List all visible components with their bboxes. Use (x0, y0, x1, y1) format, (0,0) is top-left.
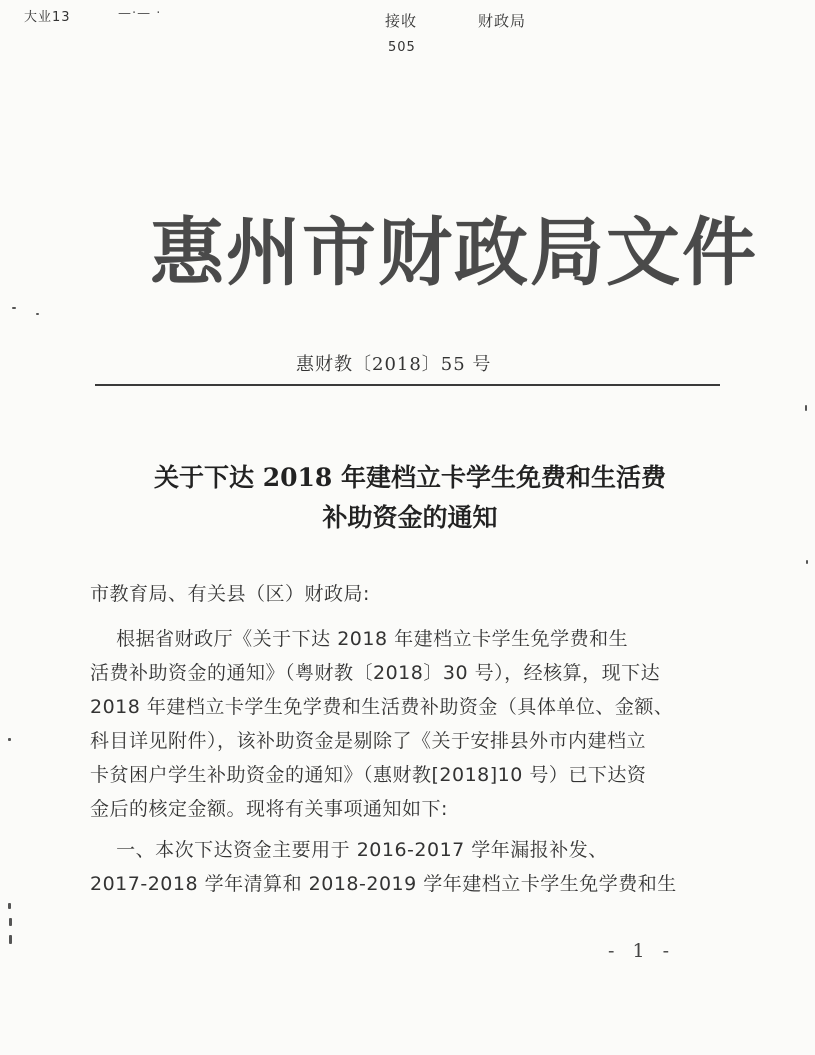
scan-speck (8, 738, 11, 741)
handwritten-number-note: 505 (388, 40, 416, 55)
handwritten-dashes: —·— · (118, 6, 162, 21)
handwritten-received-note: 接收 (385, 12, 418, 30)
body-line: 卡贫困户学生补助资金的通知》（惠财教[2018]10 号）已下达资 (90, 764, 647, 786)
notice-title-line-2: 补助资金的通知 (322, 503, 498, 532)
handwritten-department-note: 财政局 (478, 12, 527, 30)
body-line: 一、本次下达资金主要用于 2016-2017 学年漏报补发、 (90, 839, 608, 861)
body-line: 根据省财政厅《关于下达 2018 年建档立卡学生免学费和生 (90, 628, 629, 650)
masthead-title: 惠州市财政局文件 (150, 210, 758, 296)
notice-title (90, 458, 730, 538)
binding-mark (9, 918, 12, 926)
body-line: 金后的核定金额。现将有关事项通知如下: (90, 798, 448, 820)
scan-speck (805, 405, 807, 411)
scan-speck (806, 560, 808, 564)
body-line: 2018 年建档立卡学生免学费和生活费补助资金（具体单位、金额、 (90, 696, 674, 718)
page-number: - 1 - (608, 940, 676, 962)
addressee: 市教育局、有关县（区）财政局: (90, 583, 370, 605)
body-line: 活费补助资金的通知》（粤财教〔2018〕30 号），经核算，现下达 (90, 662, 661, 684)
notice-title-line-1: 关于下达 2018 年建档立卡学生免费和生活费 (154, 463, 666, 492)
binding-mark (8, 903, 11, 909)
scan-speck (36, 313, 39, 315)
scan-speck (12, 307, 16, 309)
body-line: 科目详见附件），该补助资金是剔除了《关于安排县外市内建档立 (90, 730, 647, 752)
masthead-divider (95, 384, 720, 386)
binding-mark (9, 935, 12, 944)
handwritten-note-top-left: 大业13 (24, 10, 71, 25)
document-number: 惠财教〔2018〕55 号 (296, 354, 492, 375)
body-line: 2017-2018 学年清算和 2018-2019 学年建档立卡学生免学费和生 (90, 873, 677, 895)
